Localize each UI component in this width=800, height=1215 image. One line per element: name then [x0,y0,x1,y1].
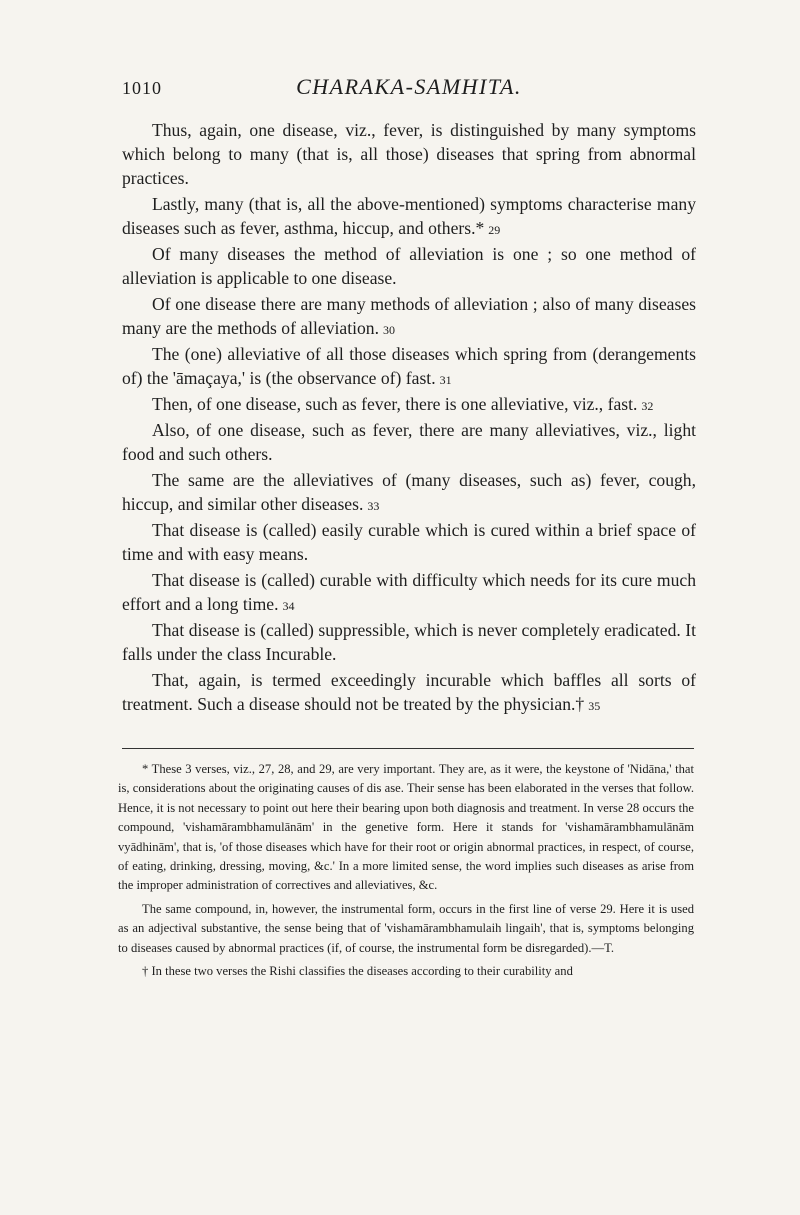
paragraph-text: That disease is (called) curable with difficulty which needs for its cure much effort and a long time. [122,570,696,614]
paragraph [122,468,696,518]
paragraph-text: Of many diseases the method of alleviation is one ; so one method of alleviation is applicable to one disease. [122,244,696,288]
paragraph-text: Lastly, many (that is, all the above-mentioned) symptoms characterise many diseases such as fever, asthma, hiccup, and others.* [122,194,696,238]
paragraph-text: That disease is (called) easily curable which is cured within a brief space of time and with easy means. [122,520,696,564]
verse-number: 29 [488,223,501,237]
paragraph-text: That disease is (called) suppressible, which is never completely eradicated. It falls under the class Incurable. [122,620,696,664]
paragraph [122,342,696,392]
verse-number: 34 [282,599,295,613]
paragraph [122,242,696,292]
verse-number: 30 [382,323,395,337]
paragraph [122,518,696,568]
paragraph [122,392,696,418]
page-header [122,74,696,104]
footnote: The same compound, in, however, the instrumental form, occurs in the first line of verse 29. Here it is used as an adjectival substantive, the sense being that of 'vishamārambhamulaih lingaih', that is, symptoms belonging to diseases caused by abnormal practices (if, of course, the instrumental form be disregarded).—T. [118,901,694,955]
paragraph-text: Thus, again, one disease, viz., fever, is distinguished by many symptoms which belong to many (that is, all those) diseases that spring from abnormal practices. [122,120,696,188]
verse-number: 32 [641,399,654,413]
paragraph [122,618,696,668]
paragraph [122,192,696,242]
footnote: † In these two verses the Rishi classifies the diseases according to their curability and [142,964,573,979]
paragraph [122,418,696,468]
footnote: * These 3 verses, viz., 27, 28, and 29, are very important. They are, as it were, the keystone of 'Nidāna,' that is, considerations about the originating causes of dis ase. Their sense has been elaborated in the verses that follow. Hence, it is not necessary to point out here their bearing upon both diagnosis and treatment. In verse 28 occurs the compound, 'vishamārambhamulānām' in the genetive form. Here it stands for 'vishamārambhamulānām vyādhinām', that is, 'of those diseases which have for their root or origin abnormal practices, in respect, of course, of eating, drinking, dressing, moving, &c.' In a more limited sense, the word implies such diseases as arise from the improper administration of correctives and alleviatives, &c. [118,762,694,893]
paragraph-text: Of one disease there are many methods of alleviation ; also of many diseases many are the methods of alleviation. [122,294,696,338]
verse-number: 31 [439,373,452,387]
verse-number: 33 [367,499,380,513]
main-text [122,118,696,718]
paragraph-text: The (one) alleviative of all those diseases which spring from (derangements of) the 'āmaçaya,' is (the observance of) fast. [122,344,696,388]
footnotes [118,760,694,981]
verse-number: 35 [588,699,601,713]
paragraph-text: The same are the alleviatives of (many diseases, such as) fever, cough, hiccup, and similar other diseases. [122,470,696,514]
paragraph [122,568,696,618]
running-title: CHARAKA-SAMHITA. [296,74,522,99]
paragraph-text: That, again, is termed exceedingly incurable which baffles all sorts of treatment. Such a disease should not be treated by the physician.† [122,670,696,714]
paragraph [122,292,696,342]
paragraph [122,668,696,718]
paragraph-text: Then, of one disease, such as fever, there is one alleviative, viz., fast. [152,394,638,414]
footnote-divider [122,748,694,749]
paragraph [122,118,696,192]
paragraph-text: Also, of one disease, such as fever, there are many alleviatives, viz., light food and such others. [122,420,696,464]
page-number: 1010 [122,78,162,98]
